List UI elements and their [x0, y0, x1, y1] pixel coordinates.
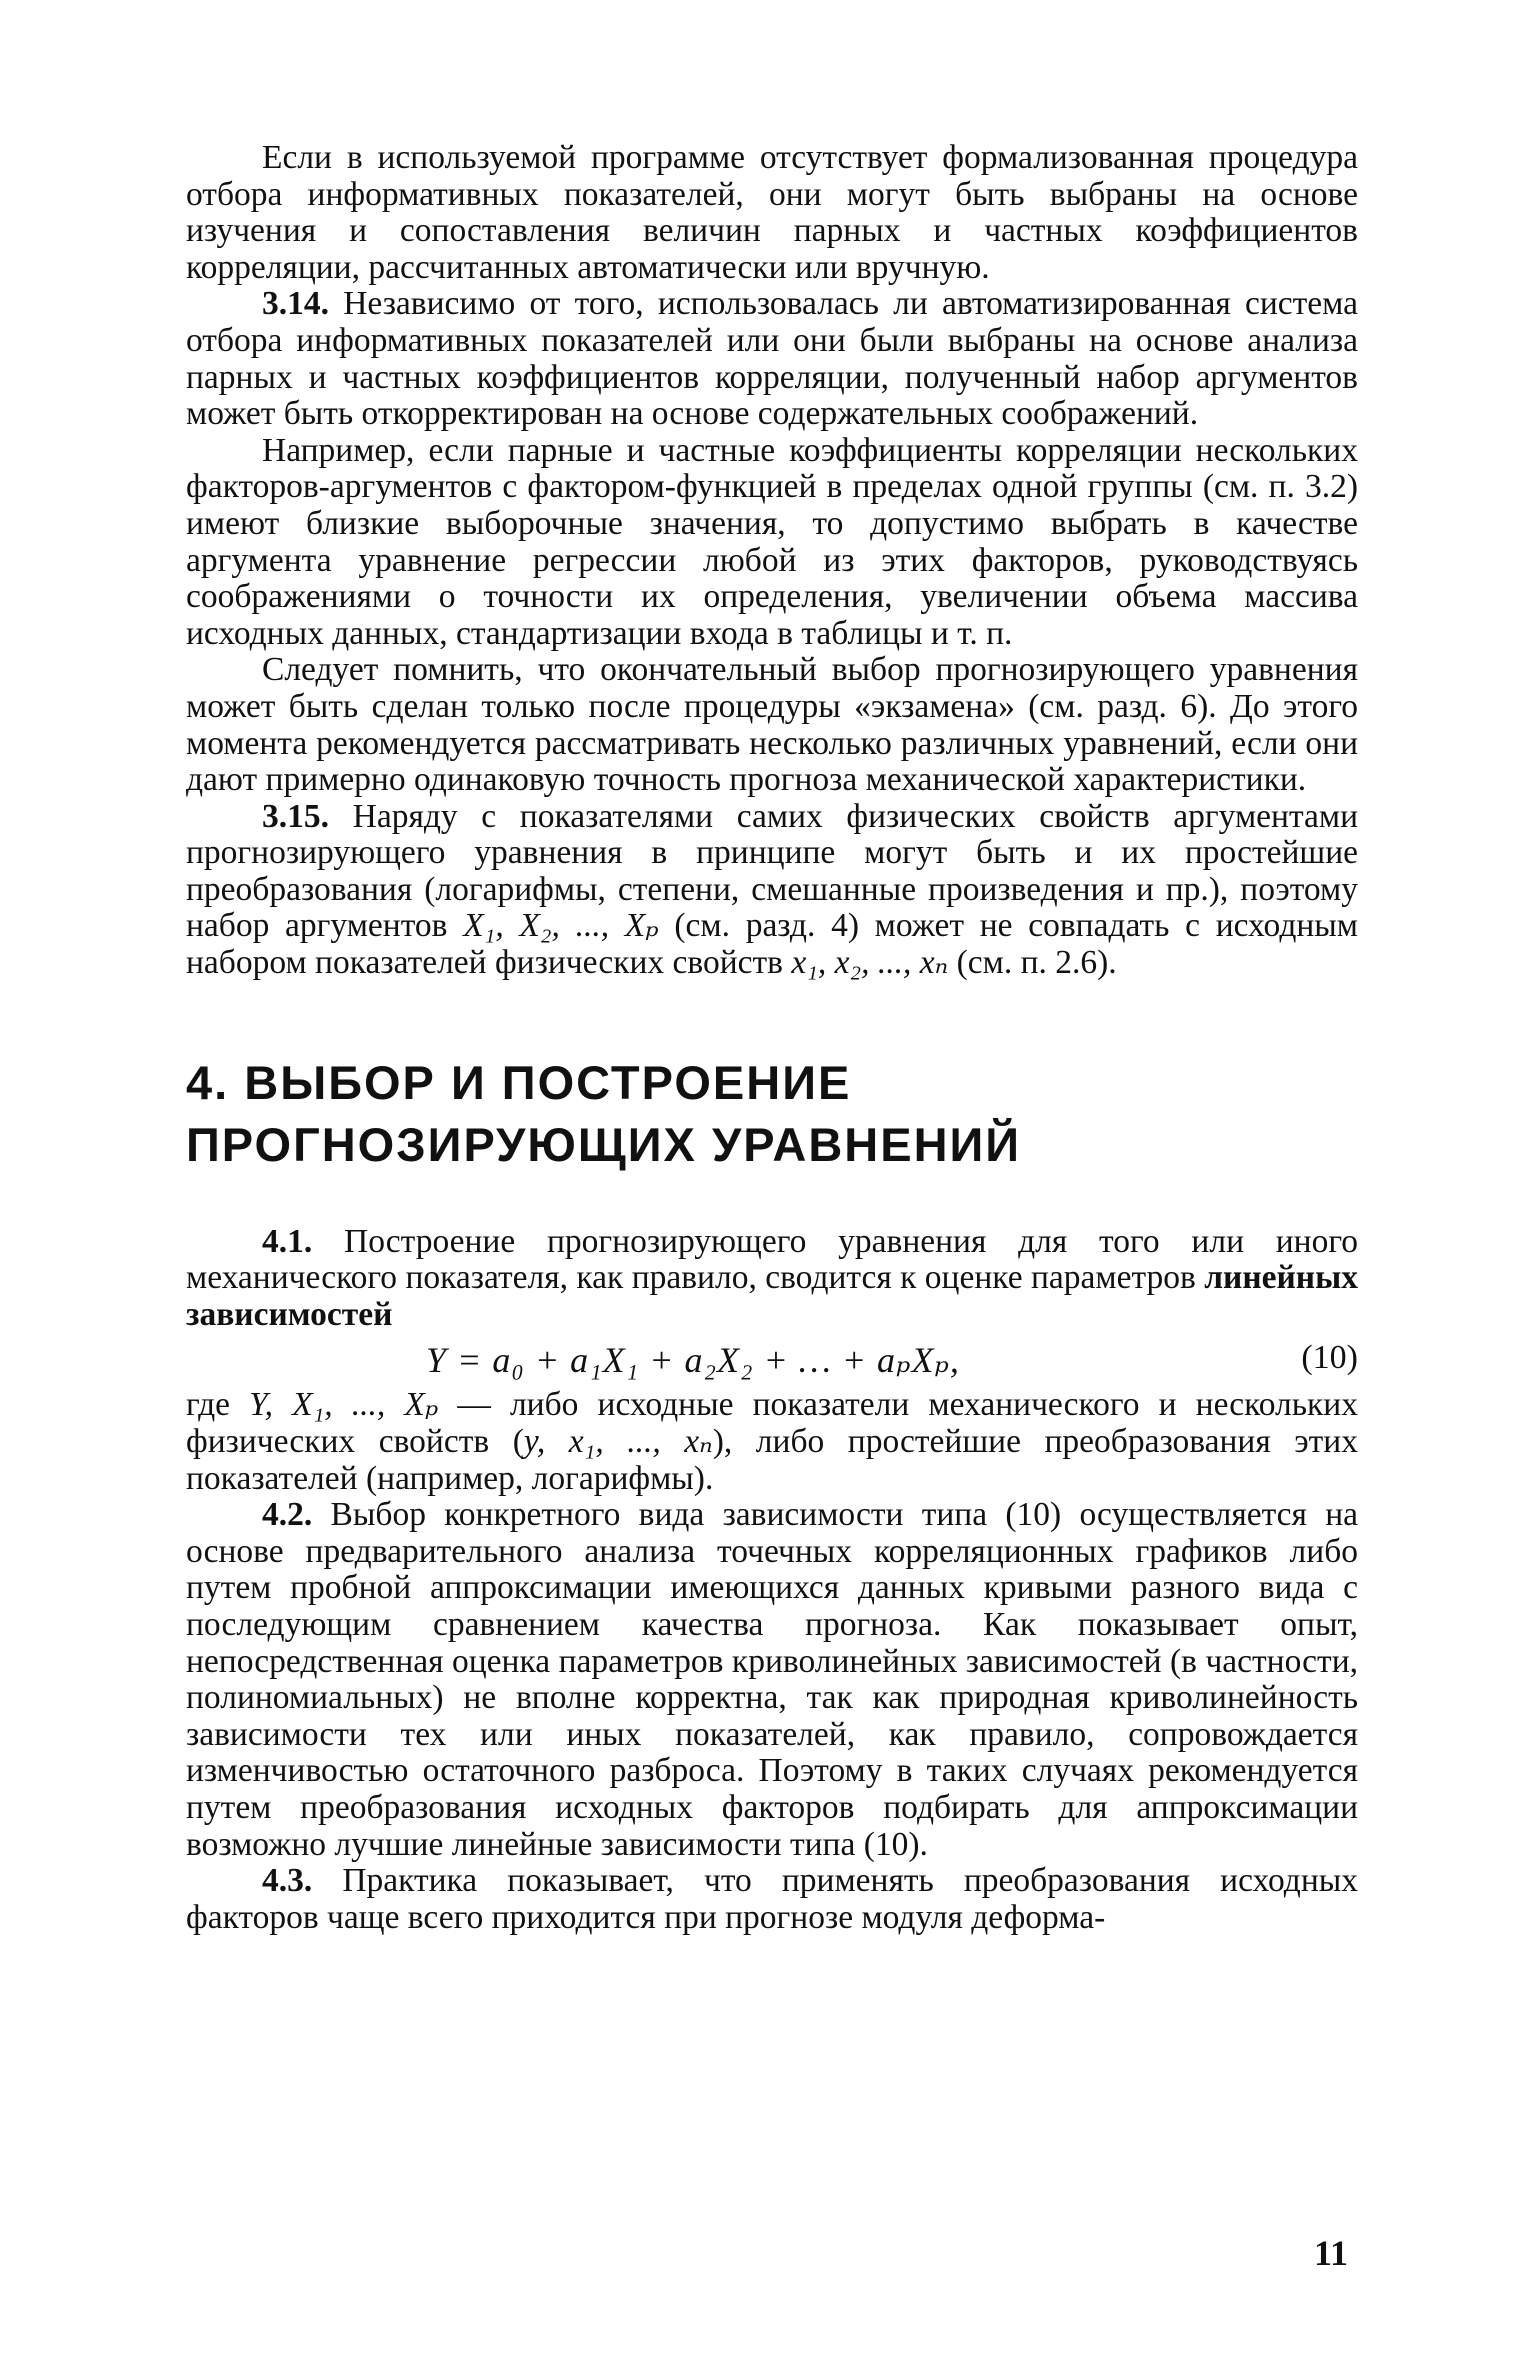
paragraph-text: ), либо простейшие преобразования этих показателей (например, логарифмы). [186, 1423, 1358, 1497]
paragraph-3-15 [186, 799, 1358, 982]
paragraph-text: Наряду с показателями самих физических свойств аргументами прогнозирующего уравнения в принципе могут быть и их простейшие преобразования (логарифмы, степени, смешанные произведения и пр.), поэтому набор аргументов [186, 797, 1359, 945]
paragraph-text: Построение прогнозирующего уравнения для того или иного механического показателя, как правило, сводится к оценке параметров [186, 1222, 1359, 1297]
page-body [186, 140, 1358, 1936]
paragraph-3-14 [186, 286, 1358, 432]
variable-set: Y, X₁, ..., Xₚ [249, 1386, 439, 1424]
paragraph-example [186, 433, 1358, 653]
equation-number: (10) [1301, 1339, 1358, 1377]
paragraph-text: Например, если парные и частные коэффициенты корреляции нескольких факторов-аргументов с фактором-функцией в пределах одной группы (см. п. 3.2) имеют близкие выборочные значения, то допустимо выбрать в качестве аргумента уравнение регрессии любой из этих факторов, руководствуясь соображениями о точности их определения, увеличении объема массива исходных данных, стандартизации входа в таблицы и т. п. [186, 431, 1358, 652]
paragraph-number: 4.2. [262, 1496, 313, 1534]
paragraph-informative-selection [186, 140, 1358, 286]
property-set: y, x₁, ..., xₙ [523, 1423, 713, 1461]
paragraph-text: Если в используемой программе отсутствует формализованная процедура отбора информативных показателей, они могут быть выбраны на основе изучения и сопоставления величин парных и частных коэффициентов корреляции, рассчитанных автоматически или вручную. [186, 139, 1358, 286]
paragraph-number: 4.3. [262, 1862, 313, 1900]
paragraph-exam-note [186, 652, 1358, 798]
equation-row [186, 1337, 1358, 1381]
paragraph-text: Выбор конкретного вида зависимости типа (10) осуществляется на основе предварительного анализа точечных корреляционных графиков либо путем пробной аппроксимации имеющихся данных кривыми разного вида с последующим сравнением качества прогноза. Как показывает опыт, непосредственная оценка параметров криволинейных зависимостей (в частности, полиномиальных) не вполне корректна, так как природная криволинейность зависимости тех или иных показателей, как правило, сопровождается изменчивостью остаточного разброса. Поэтому в таких случаях рекомендуется путем преобразования исходных факторов подбирать для аппроксимации возможно лучшие линейные зависимости типа (10). [186, 1496, 1359, 1863]
paragraph-4-3 [186, 1863, 1358, 1936]
emphasized-phrase: линейных зависимостей [186, 1259, 1358, 1333]
paragraph-text: Следует помнить, что окончательный выбор прогнозирующего уравнения может быть сделан только после процедуры «экзамена» (см. разд. 6). До этого момента рекомендуется рассматривать несколько различных уравнений, если они дают примерно одинаковую точность прогноза механической характеристики. [186, 651, 1358, 799]
paragraph-text: Независимо от того, использовалась ли автоматизированная система отбора информативных показателей или они были выбраны на основе анализа парных и частных коэффициентов корреляции, полученный набор аргументов может быть откорректирован на основе содержательных соображений. [186, 285, 1358, 433]
paragraph-text: где [186, 1386, 250, 1424]
paragraph-text: Практика показывает, что применять преобразования исходных факторов чаще всего приходится при прогнозе модуля деформа- [186, 1862, 1359, 1936]
paragraph-text: (см. п. 2.6). [948, 944, 1117, 982]
paragraph-where [186, 1387, 1358, 1497]
paragraph-4-2 [186, 1497, 1358, 1863]
paragraph-4-1 [186, 1224, 1358, 1334]
paragraph-number: 3.15. [262, 797, 329, 835]
equation-formula: Y = a₀ + a₁X₁ + a₂X₂ + … + aₚXₚ, [426, 1340, 960, 1381]
paragraph-number: 4.1. [262, 1222, 313, 1260]
paragraph-number: 3.14. [262, 285, 329, 323]
paragraph-text: (см. разд. 4) может не совпадать с исходным набором показателей физических свойств [186, 907, 1358, 982]
section-heading: 4. ВЫБОР И ПОСТРОЕНИЕ ПРОГНОЗИРУЮЩИХ УРАВНЕНИЙ [186, 1055, 1022, 1171]
argument-set: X₁, X₂, ..., Xₚ [463, 907, 659, 945]
property-set: x₁, x₂, ..., xₙ [791, 944, 949, 982]
paragraph-text: — либо исходные показатели механического и нескольких физических свойств ( [186, 1386, 1358, 1461]
page-number: 11 [1314, 2233, 1349, 2273]
